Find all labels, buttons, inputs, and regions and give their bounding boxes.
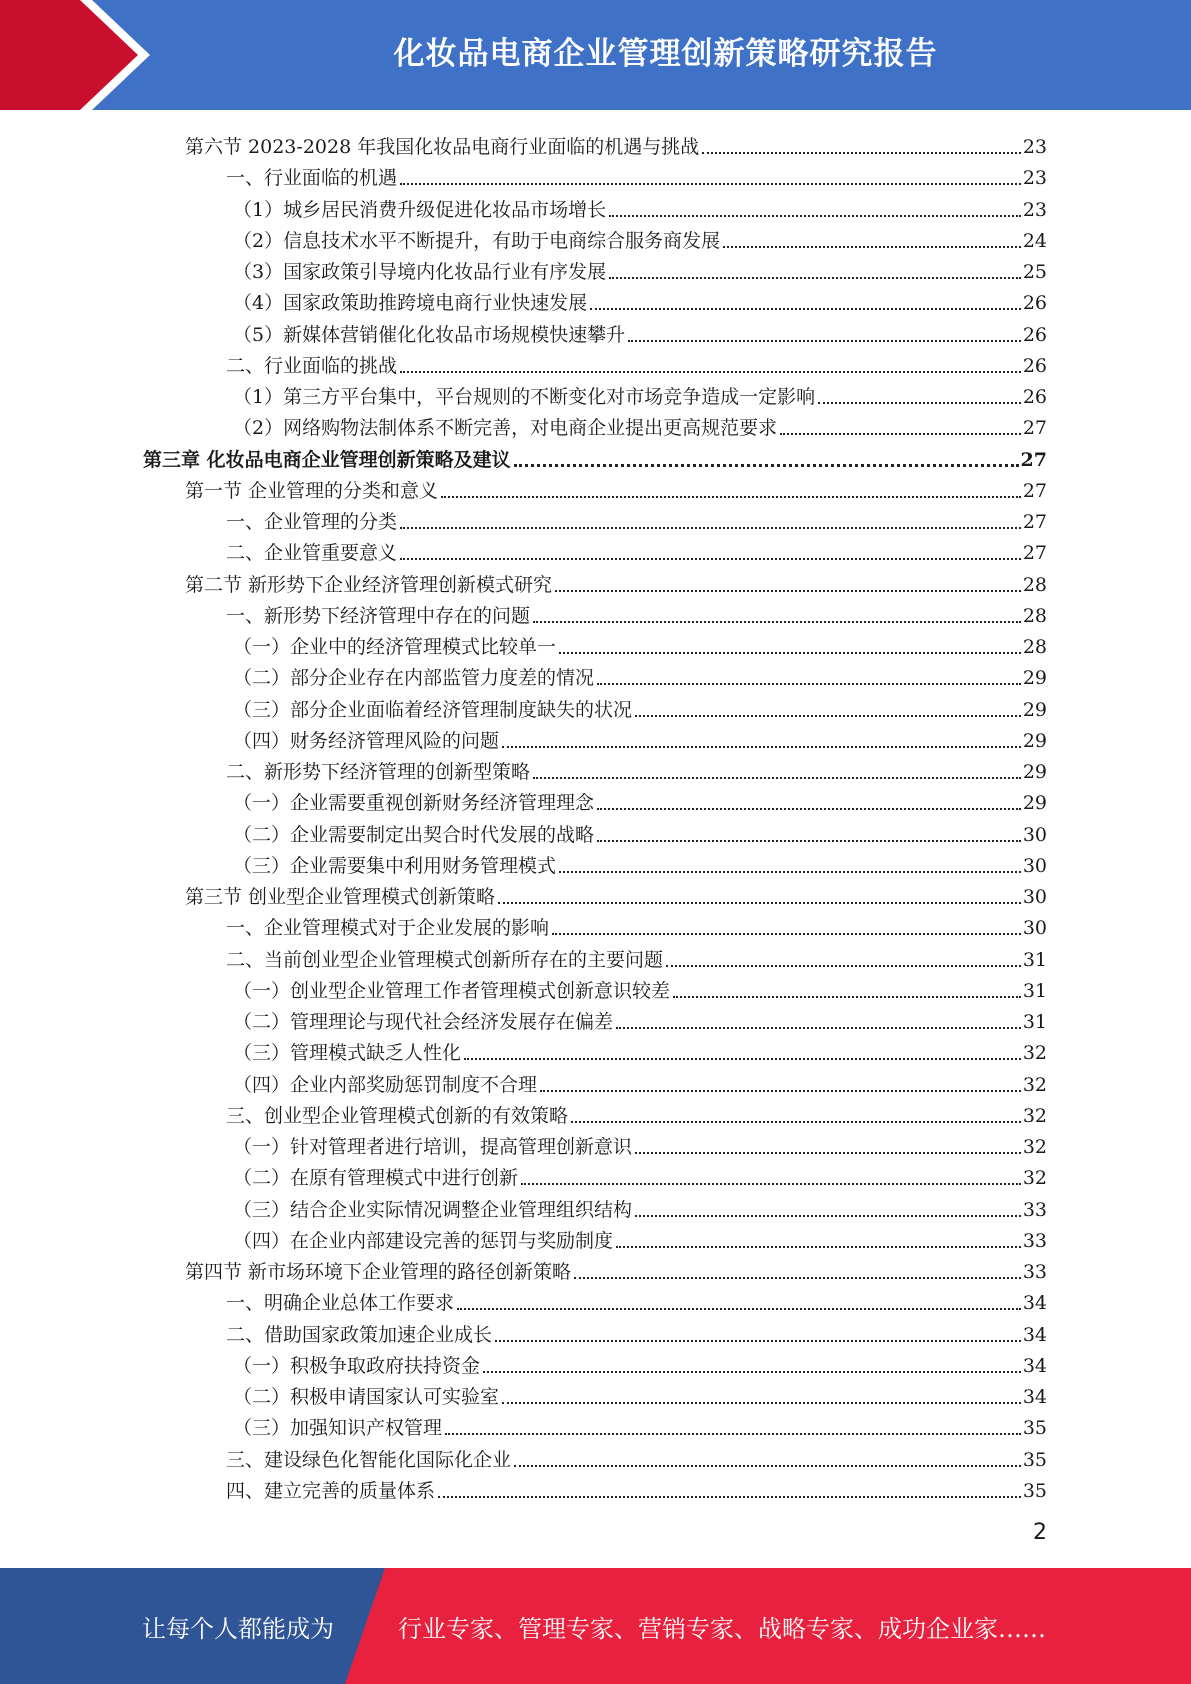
toc-dot-leader bbox=[400, 183, 1021, 185]
toc-entry-page: 32 bbox=[1022, 1105, 1047, 1127]
toc-entry[interactable] bbox=[226, 1440, 1047, 1471]
toc-entry-page: 26 bbox=[1022, 386, 1047, 408]
toc-entry[interactable] bbox=[233, 1033, 1047, 1064]
toc-entry-page: 23 bbox=[1022, 199, 1047, 221]
toc-entry-title: 二、新形势下经济管理的创新型策略 bbox=[226, 761, 531, 783]
toc-entry-title: （四）企业内部奖励惩罚制度不合理 bbox=[233, 1074, 538, 1096]
toc-dot-leader bbox=[533, 621, 1021, 623]
toc-entry-title: （三）管理模式缺乏人性化 bbox=[233, 1042, 462, 1064]
toc-dot-leader bbox=[498, 902, 1021, 904]
toc-entry[interactable] bbox=[226, 1315, 1047, 1346]
toc-dot-leader bbox=[400, 558, 1021, 560]
toc-dot-leader bbox=[723, 246, 1021, 248]
toc-entry[interactable] bbox=[233, 283, 1047, 314]
toc-entry-title: 第三节 创业型企业管理模式创新策略 bbox=[185, 886, 496, 908]
toc-entry[interactable] bbox=[226, 1471, 1047, 1502]
toc-entry-title: （三）结合企业实际情况调整企业管理组织结构 bbox=[233, 1199, 633, 1221]
toc-entry-page: 23 bbox=[1022, 136, 1047, 158]
toc-dot-leader bbox=[673, 996, 1021, 998]
toc-dot-leader bbox=[666, 965, 1021, 967]
toc-entry[interactable] bbox=[233, 815, 1047, 846]
toc-dot-leader bbox=[616, 1027, 1021, 1029]
toc-entry-title: 第六节 2023-2028 年我国化妆品电商行业面临的机遇与挑战 bbox=[185, 136, 700, 158]
toc-entry[interactable] bbox=[233, 1346, 1047, 1377]
toc-dot-leader bbox=[702, 152, 1021, 154]
toc-entry[interactable] bbox=[233, 627, 1047, 658]
toc-dot-leader bbox=[540, 1090, 1021, 1092]
toc-entry-page: 31 bbox=[1022, 1011, 1047, 1033]
toc-entry-title: （一）创业型企业管理工作者管理模式创新意识较差 bbox=[233, 980, 671, 1002]
toc-entry-title: （4）国家政策助推跨境电商行业快速发展 bbox=[233, 292, 588, 314]
toc-entry-title: 第三章 化妆品电商企业管理创新策略及建议 bbox=[143, 449, 511, 471]
toc-entry[interactable] bbox=[233, 1221, 1047, 1252]
toc-entry-page: 31 bbox=[1022, 980, 1047, 1002]
toc-entry-page: 29 bbox=[1022, 699, 1047, 721]
toc-entry[interactable] bbox=[185, 877, 1047, 908]
toc-entry-title: （二）企业需要制定出契合时代发展的战略 bbox=[233, 824, 595, 846]
toc-entry-page: 34 bbox=[1022, 1292, 1047, 1314]
toc-entry-title: （1）城乡居民消费升级促进化妆品市场增长 bbox=[233, 199, 607, 221]
toc-dot-leader bbox=[502, 1402, 1021, 1404]
toc-entry[interactable] bbox=[233, 783, 1047, 814]
toc-entry-page: 26 bbox=[1022, 324, 1047, 346]
toc-entry-page: 30 bbox=[1022, 855, 1047, 877]
toc-dot-leader bbox=[597, 683, 1021, 685]
toc-entry-page: 33 bbox=[1022, 1199, 1047, 1221]
toc-dot-leader bbox=[552, 933, 1021, 935]
toc-entry-page: 28 bbox=[1022, 605, 1047, 627]
toc-entry[interactable] bbox=[233, 315, 1047, 346]
toc-entry[interactable] bbox=[233, 1127, 1047, 1158]
toc-dot-leader bbox=[445, 1433, 1021, 1435]
toc-entry-title: 一、行业面临的机遇 bbox=[226, 167, 398, 189]
toc-dot-leader bbox=[441, 496, 1021, 498]
toc-entry-page: 35 bbox=[1022, 1480, 1047, 1502]
toc-entry[interactable] bbox=[233, 377, 1047, 408]
toc-entry-page: 32 bbox=[1022, 1074, 1047, 1096]
toc-dot-leader bbox=[483, 1371, 1021, 1373]
toc-entry[interactable] bbox=[185, 1252, 1047, 1283]
toc-dot-leader bbox=[559, 871, 1021, 873]
toc-entry-title: （一）针对管理者进行培训，提高管理创新意识 bbox=[233, 1136, 633, 1158]
toc-dot-leader bbox=[818, 402, 1021, 404]
toc-entry-page: 35 bbox=[1022, 1417, 1047, 1439]
toc-entry-page: 34 bbox=[1022, 1355, 1047, 1377]
footer-slogan-right: 行业专家、管理专家、营销专家、战略专家、成功企业家…… bbox=[398, 1614, 1046, 1643]
toc-entry-page: 35 bbox=[1022, 1449, 1047, 1471]
toc-entry-title: （三）企业需要集中利用财务管理模式 bbox=[233, 855, 557, 877]
page-header bbox=[0, 0, 1191, 110]
toc-dot-leader bbox=[635, 1152, 1021, 1154]
toc-entry-title: （二）积极申请国家认可实验室 bbox=[233, 1386, 500, 1408]
toc-dot-leader bbox=[635, 1215, 1021, 1217]
toc-entry-page: 34 bbox=[1022, 1324, 1047, 1346]
toc-entry-title: 二、借助国家政策加速企业成长 bbox=[226, 1324, 493, 1346]
toc-entry-title: 一、明确企业总体工作要求 bbox=[226, 1292, 455, 1314]
footer-slogan-left: 让每个人都能成为 bbox=[142, 1614, 334, 1643]
toc-entry-title: 二、当前创业型企业管理模式创新所存在的主要问题 bbox=[226, 949, 664, 971]
toc-entry-page: 32 bbox=[1022, 1167, 1047, 1189]
toc-entry[interactable] bbox=[233, 658, 1047, 689]
toc-entry-page: 27 bbox=[1022, 480, 1047, 502]
toc-entry-page: 33 bbox=[1022, 1261, 1047, 1283]
toc-entry[interactable] bbox=[233, 1002, 1047, 1033]
toc-entry[interactable] bbox=[226, 1096, 1047, 1127]
toc-entry-title: （二）在原有管理模式中进行创新 bbox=[233, 1167, 519, 1189]
page-number: 2 bbox=[1033, 1520, 1047, 1545]
toc-entry-page: 27 bbox=[1022, 542, 1047, 564]
toc-dot-leader bbox=[597, 808, 1021, 810]
toc-entry-page: 29 bbox=[1022, 667, 1047, 689]
toc-entry-page: 29 bbox=[1022, 761, 1047, 783]
toc-entry-page: 27 bbox=[1022, 511, 1047, 533]
toc-entry[interactable] bbox=[233, 252, 1047, 283]
toc-entry-page: 32 bbox=[1022, 1042, 1047, 1064]
toc-entry[interactable] bbox=[185, 565, 1047, 596]
toc-entry[interactable] bbox=[226, 533, 1047, 564]
toc-dot-leader bbox=[609, 277, 1021, 279]
toc-entry-title: （三）部分企业面临着经济管理制度缺失的状况 bbox=[233, 699, 633, 721]
toc-dot-leader bbox=[502, 746, 1021, 748]
toc-dot-leader bbox=[514, 1465, 1021, 1467]
toc-entry-title: （5）新媒体营销催化化妆品市场规模快速攀升 bbox=[233, 324, 626, 346]
toc-entry[interactable] bbox=[233, 1158, 1047, 1189]
toc-entry-title: （四）财务经济管理风险的问题 bbox=[233, 730, 500, 752]
toc-entry-title: （一）企业需要重视创新财务经济管理理念 bbox=[233, 792, 595, 814]
toc-entry-title: （二）管理理论与现代社会经济发展存在偏差 bbox=[233, 1011, 614, 1033]
report-title: 化妆品电商企业管理创新策略研究报告 bbox=[393, 35, 938, 72]
toc-entry-page: 27 bbox=[1020, 449, 1047, 471]
toc-entry-page: 30 bbox=[1022, 917, 1047, 939]
toc-dot-leader bbox=[780, 433, 1021, 435]
toc-entry[interactable] bbox=[233, 1065, 1047, 1096]
toc-entry[interactable] bbox=[226, 346, 1047, 377]
toc-dot-leader bbox=[559, 652, 1021, 654]
toc-entry-page: 30 bbox=[1022, 886, 1047, 908]
toc-dot-leader bbox=[609, 215, 1021, 217]
toc-chapter-entry[interactable] bbox=[143, 440, 1047, 471]
toc-entry-title: （三）加强知识产权管理 bbox=[233, 1417, 443, 1439]
toc-entry-title: （二）部分企业存在内部监管力度差的情况 bbox=[233, 667, 595, 689]
toc-entry-title: 三、创业型企业管理模式创新的有效策略 bbox=[226, 1105, 569, 1127]
toc-dot-leader bbox=[571, 1121, 1021, 1123]
toc-dot-leader bbox=[616, 1246, 1021, 1248]
toc-entry-page: 23 bbox=[1022, 167, 1047, 189]
toc-entry[interactable] bbox=[233, 971, 1047, 1002]
toc-entry-title: 第一节 企业管理的分类和意义 bbox=[185, 480, 439, 502]
toc-entry-page: 32 bbox=[1022, 1136, 1047, 1158]
toc-dot-leader bbox=[521, 1183, 1021, 1185]
toc-dot-leader bbox=[574, 1277, 1021, 1279]
toc-entry-title: （四）在企业内部建设完善的惩罚与奖励制度 bbox=[233, 1230, 614, 1252]
toc-entry[interactable] bbox=[226, 502, 1047, 533]
toc-entry-title: （一）企业中的经济管理模式比较单一 bbox=[233, 636, 557, 658]
toc-entry[interactable] bbox=[226, 752, 1047, 783]
toc-entry[interactable] bbox=[233, 721, 1047, 752]
toc-entry-title: 二、企业管重要意义 bbox=[226, 542, 398, 564]
toc-entry-page: 28 bbox=[1022, 574, 1047, 596]
toc-entry[interactable] bbox=[233, 1377, 1047, 1408]
toc-entry-title: 一、企业管理模式对于企业发展的影响 bbox=[226, 917, 550, 939]
toc-entry[interactable] bbox=[185, 471, 1047, 502]
toc-dot-leader bbox=[635, 715, 1021, 717]
toc-dot-leader bbox=[400, 527, 1021, 529]
toc-entry-page: 25 bbox=[1022, 261, 1047, 283]
toc-entry-page: 26 bbox=[1022, 355, 1047, 377]
toc-dot-leader bbox=[514, 464, 1019, 467]
toc-entry-title: （1）第三方平台集中，平台规则的不断变化对市场竞争造成一定影响 bbox=[233, 386, 816, 408]
toc-dot-leader bbox=[597, 840, 1021, 842]
toc-entry[interactable] bbox=[226, 158, 1047, 189]
toc-entry[interactable] bbox=[226, 596, 1047, 627]
toc-entry-title: 二、行业面临的挑战 bbox=[226, 355, 398, 377]
toc-entry-title: （2）信息技术水平不断提升，有助于电商综合服务商发展 bbox=[233, 230, 721, 252]
toc-entry-page: 28 bbox=[1022, 636, 1047, 658]
toc-entry[interactable] bbox=[226, 1283, 1047, 1314]
red-arrow-icon bbox=[0, 0, 160, 110]
toc-dot-leader bbox=[628, 340, 1021, 342]
toc-entry-title: 三、建设绿色化智能化国际化企业 bbox=[226, 1449, 512, 1471]
toc-dot-leader bbox=[457, 1308, 1021, 1310]
toc-entry-title: 四、建立完善的质量体系 bbox=[226, 1480, 436, 1502]
toc-entry-page: 24 bbox=[1022, 230, 1047, 252]
toc-entry-page: 26 bbox=[1022, 292, 1047, 314]
toc-entry-page: 31 bbox=[1022, 949, 1047, 971]
toc-entry[interactable] bbox=[233, 1408, 1047, 1439]
toc-dot-leader bbox=[464, 1058, 1021, 1060]
toc-entry[interactable] bbox=[226, 908, 1047, 939]
toc-entry-title: （一）积极争取政府扶持资金 bbox=[233, 1355, 481, 1377]
toc-entry[interactable] bbox=[233, 690, 1047, 721]
toc-dot-leader bbox=[400, 371, 1021, 373]
toc-entry[interactable] bbox=[233, 408, 1047, 439]
toc-entry[interactable] bbox=[233, 221, 1047, 252]
toc-entry-title: 一、新形势下经济管理中存在的问题 bbox=[226, 605, 531, 627]
toc-dot-leader bbox=[533, 777, 1021, 779]
toc-entry-title: 第二节 新形势下企业经济管理创新模式研究 bbox=[185, 574, 553, 596]
toc-entry-page: 34 bbox=[1022, 1386, 1047, 1408]
toc-dot-leader bbox=[495, 1340, 1021, 1342]
toc-entry-page: 27 bbox=[1022, 417, 1047, 439]
toc-dot-leader bbox=[590, 308, 1021, 310]
toc-entry[interactable] bbox=[233, 1190, 1047, 1221]
toc-entry[interactable] bbox=[226, 940, 1047, 971]
toc-entry-title: 一、企业管理的分类 bbox=[226, 511, 398, 533]
toc-entry[interactable] bbox=[185, 127, 1047, 158]
toc-entry-page: 33 bbox=[1022, 1230, 1047, 1252]
toc-dot-leader bbox=[555, 590, 1021, 592]
toc-entry-title: （2）网络购物法制体系不断完善，对电商企业提出更高规范要求 bbox=[233, 417, 778, 439]
page-footer bbox=[0, 1568, 1191, 1684]
toc-entry-page: 30 bbox=[1022, 824, 1047, 846]
toc-entry-title: （3）国家政策引导境内化妆品行业有序发展 bbox=[233, 261, 607, 283]
toc-dot-leader bbox=[438, 1496, 1021, 1498]
toc-entry-page: 29 bbox=[1022, 730, 1047, 752]
toc-entry-page: 29 bbox=[1022, 792, 1047, 814]
toc-entry-title: 第四节 新市场环境下企业管理的路径创新策略 bbox=[185, 1261, 572, 1283]
toc-entry[interactable] bbox=[233, 190, 1047, 221]
toc-entry[interactable] bbox=[233, 846, 1047, 877]
